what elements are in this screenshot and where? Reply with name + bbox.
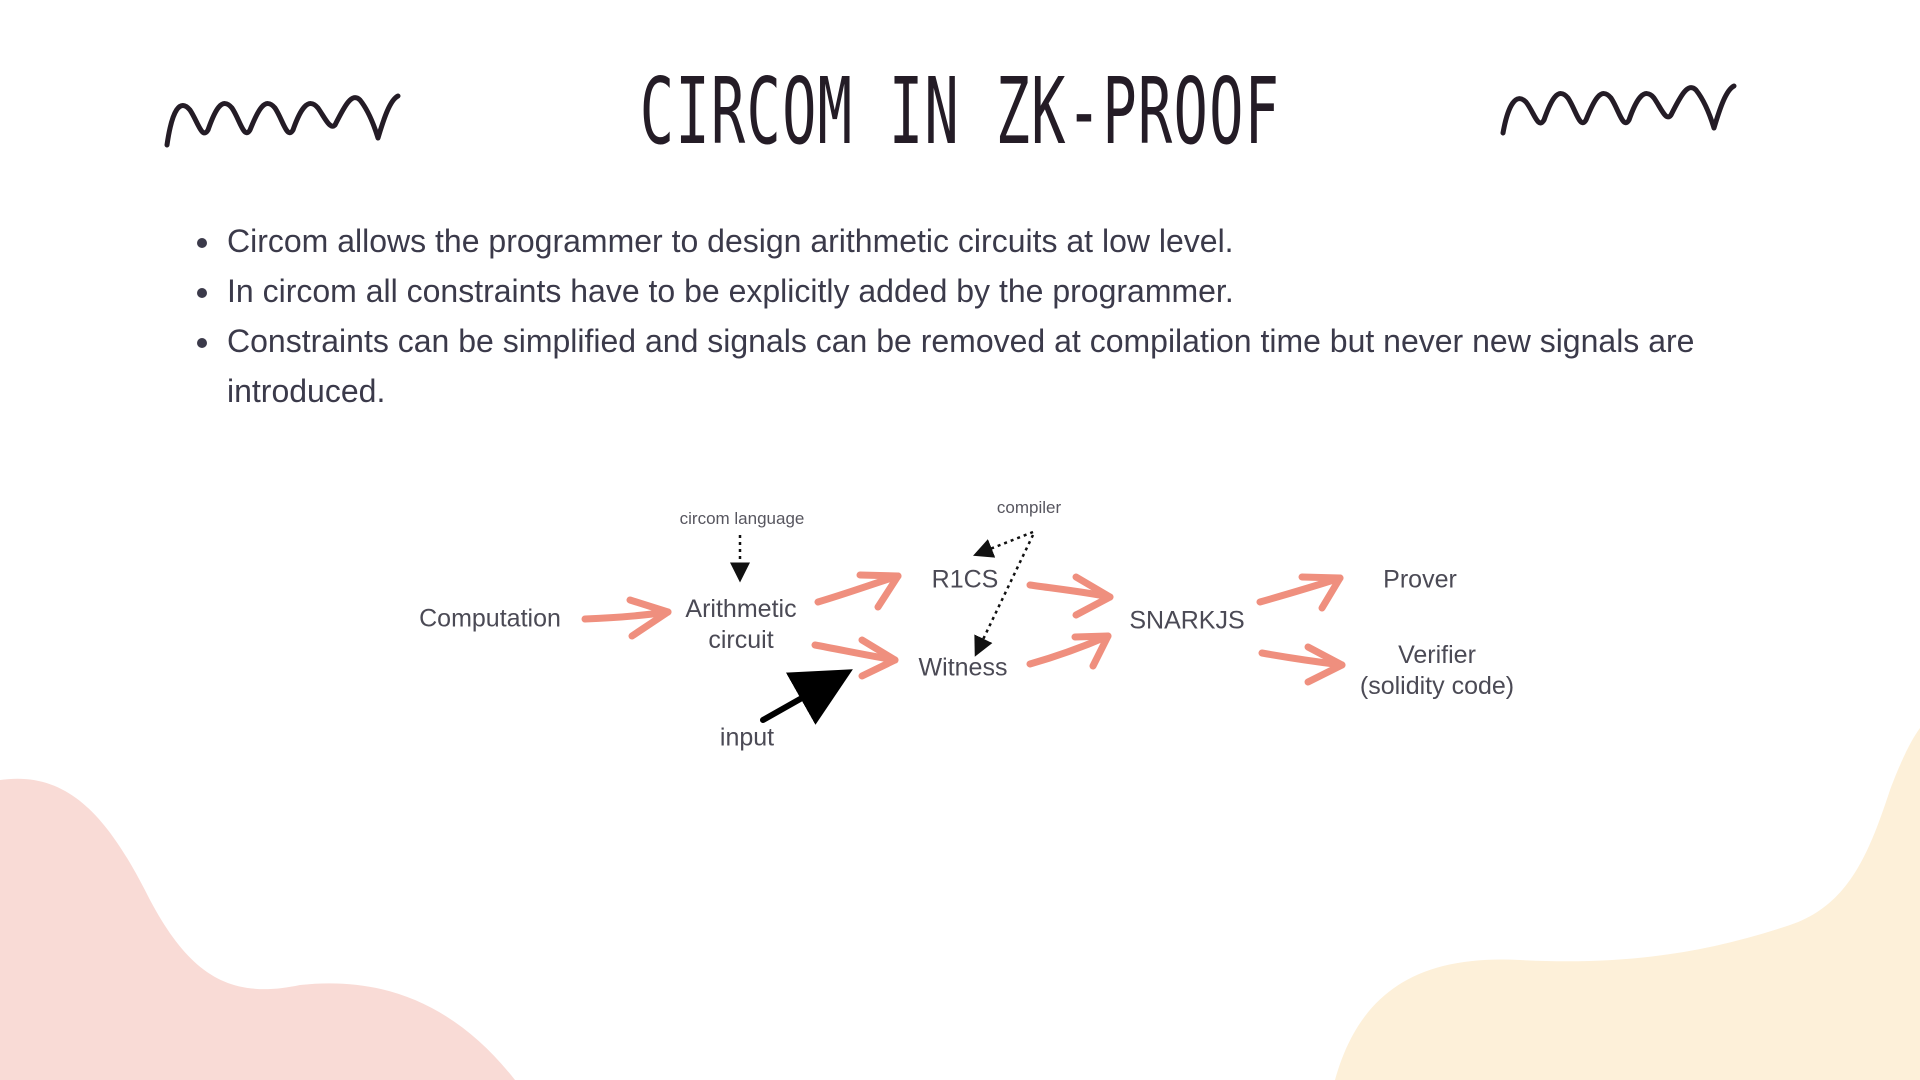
arrow-arithmetic-to-r1cs bbox=[818, 575, 898, 607]
arrow-witness-to-snarkjs bbox=[1030, 636, 1108, 666]
node-arithmetic-line1: Arithmetic bbox=[685, 595, 797, 623]
arrow-r1cs-to-snarkjs bbox=[1030, 577, 1110, 615]
arrow-snarkjs-to-verifier bbox=[1262, 647, 1342, 682]
node-arithmetic-circuit bbox=[685, 594, 796, 656]
node-input: input bbox=[719, 723, 775, 752]
bullet-item: • Circom allows the programmer to design arithmetic circuits at low level. bbox=[223, 216, 1843, 266]
node-verifier-line2: (solidity code) bbox=[1359, 672, 1515, 700]
node-verifier bbox=[1360, 640, 1514, 702]
node-r1cs: R1CS bbox=[931, 565, 999, 594]
node-computation: Computation bbox=[419, 604, 561, 633]
node-verifier-line1: Verifier bbox=[1398, 641, 1476, 669]
arrow-computation-to-arithmetic bbox=[585, 600, 668, 636]
node-arithmetic-line2: circuit bbox=[708, 626, 774, 654]
arrow-arithmetic-to-witness bbox=[815, 640, 895, 676]
label-circom-language: circom language bbox=[679, 509, 805, 528]
bullet-item: • Constraints can be simplified and signals can be removed at compilation time but never new signals are introduced. bbox=[223, 316, 1843, 416]
arrow-input-to-witness bbox=[763, 681, 832, 720]
page-title: CIRCOM IN ZK-PROOF bbox=[639, 58, 1281, 165]
arrow-snarkjs-to-prover bbox=[1260, 577, 1340, 608]
label-compiler: compiler bbox=[996, 498, 1062, 517]
node-snarkjs: SNARKJS bbox=[1129, 606, 1245, 635]
bullet-item: • In circom all constraints have to be explicitly added by the programmer. bbox=[223, 266, 1843, 316]
node-witness: Witness bbox=[918, 653, 1008, 682]
node-prover: Prover bbox=[1383, 565, 1457, 594]
